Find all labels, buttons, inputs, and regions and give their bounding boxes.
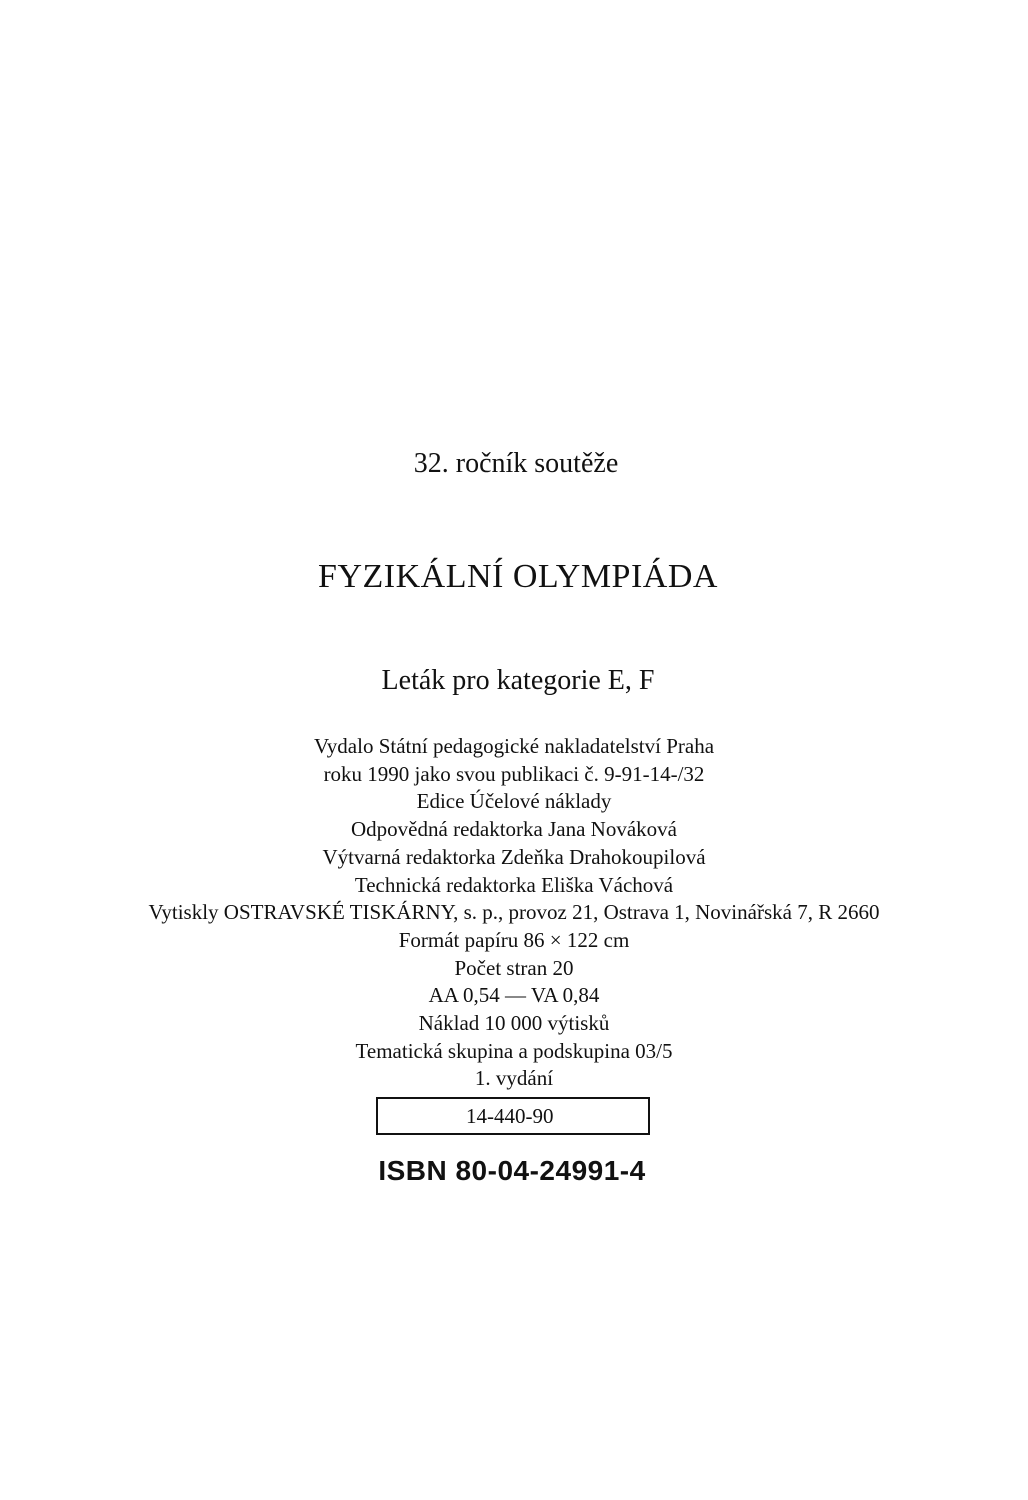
document-subtitle: Leták pro kategorie E, F <box>381 665 655 696</box>
imprint-line-editor: Odpovědná redaktorka Jana Nováková <box>351 817 677 842</box>
imprint-line-series: Edice Účelové náklady <box>416 789 612 814</box>
catalog-code: 14-440-90 <box>466 1104 554 1128</box>
isbn-number: ISBN 80-04-24991-4 <box>378 1155 646 1186</box>
catalog-code-box <box>376 1097 650 1135</box>
imprint-line-paper-format: Formát papíru 86 × 122 cm <box>398 927 630 952</box>
imprint-line-subject-group: Tematická skupina a podskupina 03/5 <box>355 1038 673 1063</box>
competition-edition: 32. ročník soutěže <box>413 448 619 479</box>
imprint-line-page-count: Počet stran 20 <box>454 955 574 980</box>
imprint-line-sheets: AA 0,54 — VA 0,84 <box>428 983 600 1008</box>
imprint-line-year: roku 1990 jako svou publikaci č. 9-91-14-/32 <box>323 761 705 786</box>
imprint-line-publisher: Vydalo Státní pedagogické nakladatelství Praha <box>313 734 715 758</box>
imprint-block <box>0 733 1028 1093</box>
imprint-line-print-run: Náklad 10 000 výtisků <box>418 1011 610 1036</box>
document-title: FYZIKÁLNÍ OLYMPIÁDA <box>318 558 718 595</box>
imprint-line-technical-editor: Technická redaktorka Eliška Váchová <box>354 872 674 897</box>
imprint-line-edition-number: 1. vydání <box>474 1066 554 1091</box>
imprint-line-art-editor: Výtvarná redaktorka Zdeňka Drahokoupilová <box>322 844 706 869</box>
imprint-line-printer: Vytiskly OSTRAVSKÉ TISKÁRNY, s. p., provoz 21, Ostrava 1, Novinářská 7, R 2660 <box>148 900 880 925</box>
